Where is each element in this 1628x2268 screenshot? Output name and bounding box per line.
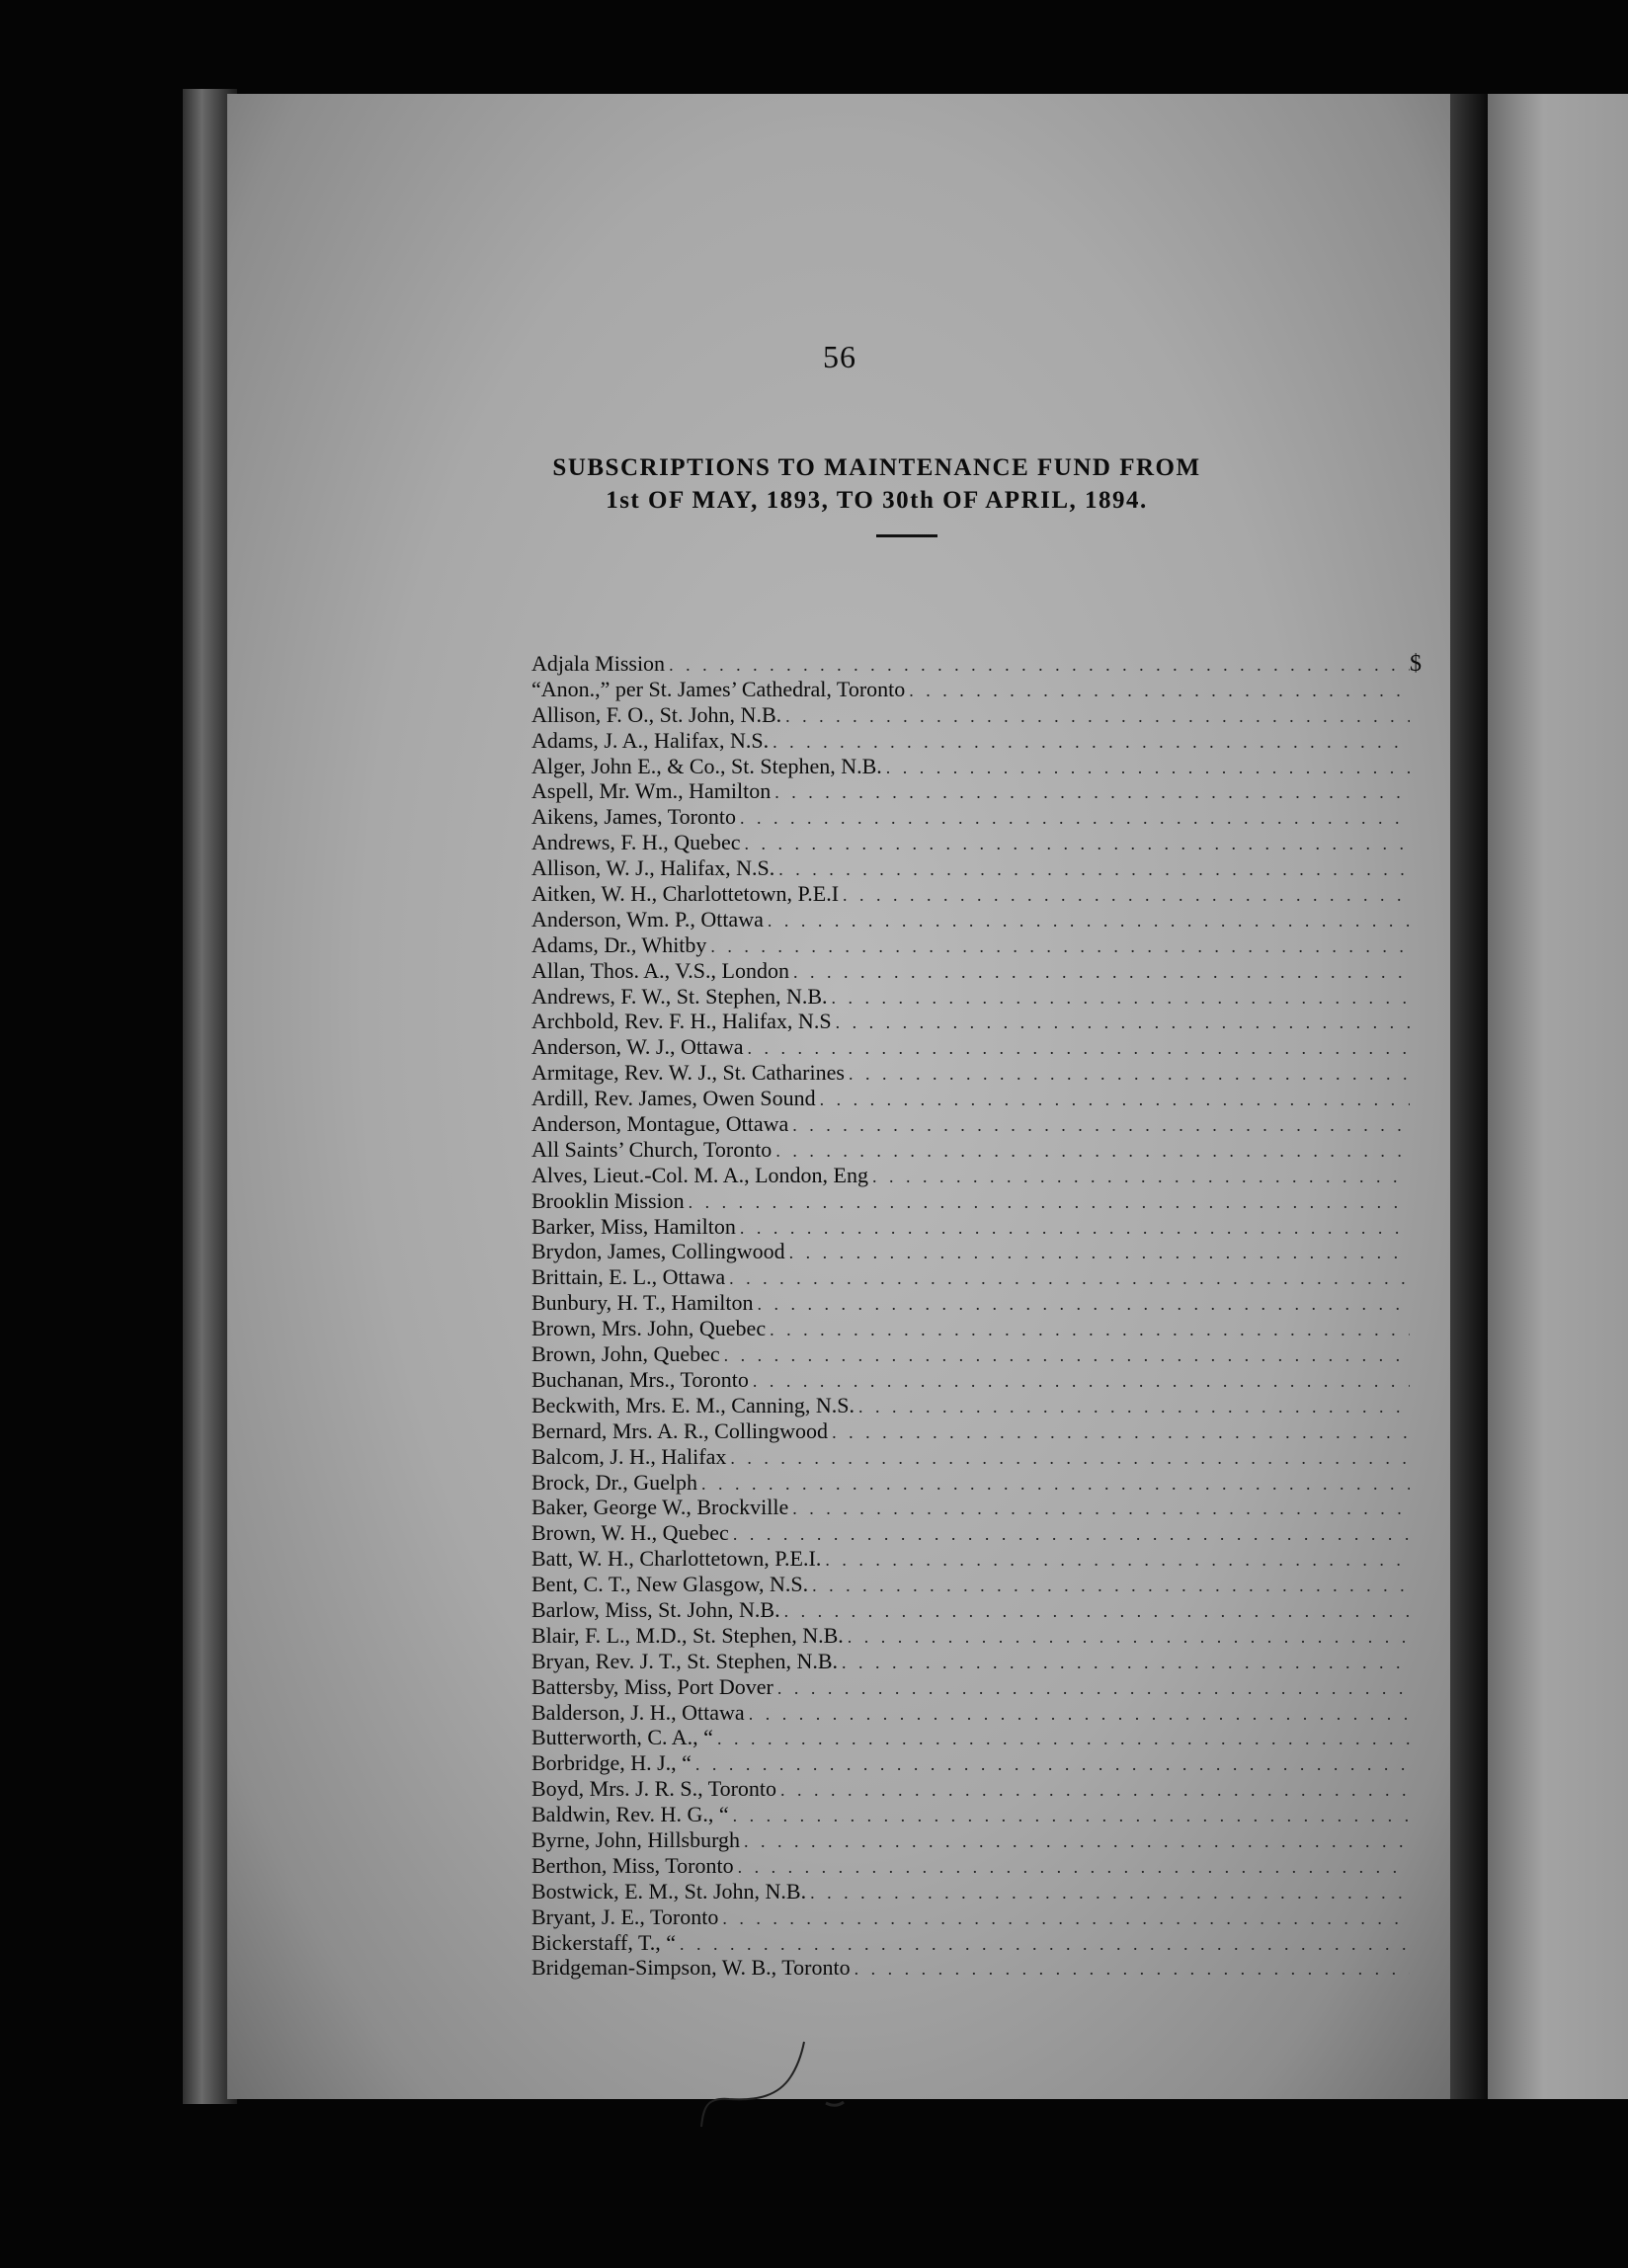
list-item xyxy=(531,1802,1524,1827)
list-item xyxy=(531,1776,1524,1802)
subscriber-name: Bridgeman-Simpson, W. B., Toronto xyxy=(531,1955,851,1981)
subscriber-name: Adjala Mission xyxy=(531,651,666,676)
dot-leader xyxy=(812,1574,1410,1599)
list-item xyxy=(531,1009,1524,1034)
subscriber-name: “Anon.,” per St. James’ Cathedral, Toronto xyxy=(531,676,906,701)
subscriber-name: Anderson, Wm. P., Ottawa xyxy=(531,906,764,932)
subscriber-name: Armitage, Rev. W. J., St. Catharines xyxy=(531,1060,845,1086)
list-item xyxy=(531,1623,1524,1649)
list-item xyxy=(531,907,1524,932)
list-item xyxy=(531,1367,1524,1393)
dot-leader xyxy=(810,1881,1410,1906)
subscriber-name: Balderson, J. H., Ottawa xyxy=(531,1699,745,1725)
dot-leader xyxy=(785,704,1410,730)
dot-leader xyxy=(729,1266,1410,1292)
subscription-list xyxy=(531,651,1524,1981)
dot-leader xyxy=(843,883,1410,909)
dot-leader xyxy=(793,960,1410,986)
list-item xyxy=(531,1444,1524,1470)
subscriber-name: Baldwin, Rev. H. G., “ xyxy=(531,1802,729,1827)
book-page xyxy=(227,94,1452,2099)
subscriber-name: Batt, W. H., Charlottetown, P.E.I. xyxy=(531,1546,822,1572)
subscriber-name: Buchanan, Mrs., Toronto xyxy=(531,1366,749,1392)
list-item xyxy=(531,1879,1524,1904)
dot-leader xyxy=(669,653,1410,679)
list-item xyxy=(531,1060,1524,1086)
dot-leader xyxy=(747,1036,1410,1062)
dot-leader xyxy=(780,1778,1410,1804)
list-item xyxy=(531,754,1524,779)
list-item xyxy=(531,804,1524,830)
subscriber-name: Boyd, Mrs. J. R. S., Toronto xyxy=(531,1776,777,1802)
list-item xyxy=(531,1239,1524,1264)
subscriber-name: Brydon, James, Collingwood xyxy=(531,1239,785,1264)
list-item xyxy=(531,1316,1524,1341)
list-item xyxy=(531,1750,1524,1776)
subscriber-name: Bernard, Mrs. A. R., Collingwood xyxy=(531,1418,829,1443)
subscriber-name: Beckwith, Mrs. E. M., Canning, N.S. xyxy=(531,1392,855,1418)
subscriber-name: Andrews, F. W., St. Stephen, N.B. xyxy=(531,983,828,1009)
dot-leader xyxy=(749,1702,1410,1728)
dot-leader xyxy=(710,934,1410,960)
list-item xyxy=(531,702,1524,728)
dot-leader xyxy=(855,1957,1410,1983)
subscriber-name: Butterworth, C. A., “ xyxy=(531,1725,713,1750)
list-item xyxy=(531,1674,1524,1700)
facing-page-edge xyxy=(1488,94,1628,2099)
dot-leader xyxy=(832,1420,1410,1446)
dot-leader xyxy=(849,1062,1410,1088)
list-item xyxy=(531,958,1524,984)
list-item xyxy=(531,1290,1524,1316)
dot-leader xyxy=(836,1011,1410,1036)
subscriber-name: Barker, Miss, Hamilton xyxy=(531,1213,736,1239)
dot-leader xyxy=(689,1190,1410,1216)
subscriber-name: Borbridge, H. J., “ xyxy=(531,1750,692,1776)
list-item xyxy=(531,728,1524,754)
subscriber-name: Aikens, James, Toronto xyxy=(531,804,737,830)
subscriber-name: Alves, Lieut.-Col. M. A., London, Eng xyxy=(531,1162,868,1187)
subscriber-name: Bostwick, E. M., St. John, N.B. xyxy=(531,1878,807,1904)
subscriber-name: Brown, W. H., Quebec xyxy=(531,1520,729,1546)
subscriber-name: Adams, Dr., Whitby xyxy=(531,932,707,957)
list-item xyxy=(531,1264,1524,1290)
page-title-line-1: SUBSCRIPTIONS TO MAINTENANCE FUND FROM xyxy=(552,454,1201,481)
list-item xyxy=(531,677,1524,702)
subscriber-name: Balcom, J. H., Halifax xyxy=(531,1443,727,1469)
pencil-mark xyxy=(699,2038,848,2132)
subscriber-name: Brown, John, Quebec xyxy=(531,1341,720,1367)
dot-leader xyxy=(820,1088,1410,1113)
dot-leader xyxy=(733,1522,1410,1548)
list-item xyxy=(531,1111,1524,1137)
subscriber-name: Byrne, John, Hillsburgh xyxy=(531,1826,741,1852)
dot-leader xyxy=(909,679,1410,704)
list-item xyxy=(531,984,1524,1010)
subscriber-name: Barlow, Miss, St. John, N.B. xyxy=(531,1596,780,1622)
dot-leader xyxy=(832,986,1410,1012)
subscriber-name: Blair, F. L., M.D., St. Stephen, N.B. xyxy=(531,1622,844,1648)
subscriber-name: Brock, Dr., Guelph xyxy=(531,1469,698,1495)
list-item xyxy=(531,1649,1524,1674)
dot-leader xyxy=(773,730,1410,756)
dot-leader xyxy=(695,1752,1410,1778)
dot-leader xyxy=(784,1599,1410,1625)
list-item xyxy=(531,1393,1524,1418)
subscriber-name: Bryan, Rev. J. T., St. Stephen, N.B. xyxy=(531,1648,839,1673)
list-item xyxy=(531,855,1524,881)
dot-leader xyxy=(770,1318,1410,1343)
subscriber-name: Allan, Thos. A., V.S., London xyxy=(531,957,789,983)
list-item xyxy=(531,651,1524,677)
subscriber-name: Baker, George W., Brockville xyxy=(531,1495,789,1520)
list-item xyxy=(531,1572,1524,1597)
dot-leader xyxy=(848,1625,1410,1651)
subscriber-name: Allison, F. O., St. John, N.B. xyxy=(531,701,782,727)
list-item xyxy=(531,1546,1524,1572)
dot-leader xyxy=(744,1829,1410,1855)
dot-leader xyxy=(792,1497,1410,1522)
list-item xyxy=(531,1700,1524,1726)
subscriber-name: Aitken, W. H., Charlottetown, P.E.I xyxy=(531,881,840,907)
list-item xyxy=(531,1725,1524,1750)
list-item xyxy=(531,1086,1524,1111)
subscriber-name: Adams, J. A., Halifax, N.S. xyxy=(531,727,770,753)
dot-leader xyxy=(842,1651,1410,1676)
dot-leader xyxy=(701,1472,1410,1498)
page-number: 56 xyxy=(823,339,856,374)
list-item xyxy=(531,1188,1524,1214)
dot-leader xyxy=(740,1216,1410,1242)
subscriber-name: Aspell, Mr. Wm., Hamilton xyxy=(531,778,772,804)
dot-leader xyxy=(886,756,1410,781)
dot-leader xyxy=(777,1676,1410,1702)
subscriber-name: Bickerstaff, T., “ xyxy=(531,1929,677,1955)
dot-leader xyxy=(789,1241,1410,1266)
list-item xyxy=(531,778,1524,804)
subscriber-name: All Saints’ Church, Toronto xyxy=(531,1136,773,1162)
dot-leader xyxy=(733,1804,1410,1829)
page-title-line-2: 1st OF MAY, 1893, TO 30th OF APRIL, 1894. xyxy=(606,487,1148,514)
title-divider xyxy=(876,534,937,537)
dot-leader xyxy=(757,1292,1410,1318)
dot-leader xyxy=(717,1727,1410,1752)
dot-leader xyxy=(768,909,1410,934)
subscriber-name: Bent, C. T., New Glasgow, N.S. xyxy=(531,1572,809,1597)
subscriber-name: Archbold, Rev. F. H., Halifax, N.S xyxy=(531,1009,832,1034)
subscriber-name: Anderson, W. J., Ottawa xyxy=(531,1034,744,1060)
list-item xyxy=(531,1597,1524,1623)
list-item xyxy=(531,1853,1524,1879)
currency-symbol: $ xyxy=(1410,651,1422,677)
list-item xyxy=(531,1495,1524,1520)
list-item xyxy=(531,1955,1524,1981)
list-item xyxy=(531,1418,1524,1444)
list-item xyxy=(531,1214,1524,1240)
list-item xyxy=(531,881,1524,907)
list-item xyxy=(531,1827,1524,1853)
subscriber-name: Bunbury, H. T., Hamilton xyxy=(531,1290,754,1316)
list-item xyxy=(531,1930,1524,1956)
dot-leader xyxy=(744,832,1410,857)
list-item xyxy=(531,1034,1524,1060)
dot-leader xyxy=(740,806,1410,832)
subscriber-name: Brittain, E. L., Ottawa xyxy=(531,1264,726,1290)
dot-leader xyxy=(825,1548,1410,1574)
subscriber-name: Alger, John E., & Co., St. Stephen, N.B. xyxy=(531,753,882,778)
dot-leader xyxy=(753,1369,1410,1395)
dot-leader xyxy=(792,1113,1410,1139)
dot-leader xyxy=(738,1855,1410,1881)
subscriber-name: Bryant, J. E., Toronto xyxy=(531,1904,719,1929)
subscriber-name: Berthon, Miss, Toronto xyxy=(531,1852,734,1878)
list-item xyxy=(531,1341,1524,1367)
dot-leader xyxy=(722,1906,1410,1932)
subscriber-name: Battersby, Miss, Port Dover xyxy=(531,1673,773,1699)
list-item xyxy=(531,1137,1524,1163)
subscriber-name: Allison, W. J., Halifax, N.S. xyxy=(531,855,775,881)
dot-leader xyxy=(872,1165,1410,1190)
list-item xyxy=(531,1904,1524,1930)
list-item xyxy=(531,1163,1524,1188)
dot-leader xyxy=(778,857,1410,883)
list-item xyxy=(531,1470,1524,1496)
list-item xyxy=(531,932,1524,958)
dot-leader xyxy=(730,1446,1410,1472)
book-gutter xyxy=(1450,94,1488,2099)
list-item xyxy=(531,830,1524,855)
subscriber-name: Brown, Mrs. John, Quebec xyxy=(531,1316,767,1341)
subscriber-name: Ardill, Rev. James, Owen Sound xyxy=(531,1086,816,1111)
subscriber-name: Andrews, F. H., Quebec xyxy=(531,830,741,855)
dot-leader xyxy=(724,1343,1410,1369)
subscriber-name: Anderson, Montague, Ottawa xyxy=(531,1111,789,1137)
list-item xyxy=(531,1520,1524,1546)
dot-leader xyxy=(680,1932,1410,1958)
dot-leader xyxy=(858,1395,1410,1420)
dot-leader xyxy=(774,780,1410,806)
dot-leader xyxy=(775,1139,1410,1165)
subscriber-name: Brooklin Mission xyxy=(531,1187,685,1213)
